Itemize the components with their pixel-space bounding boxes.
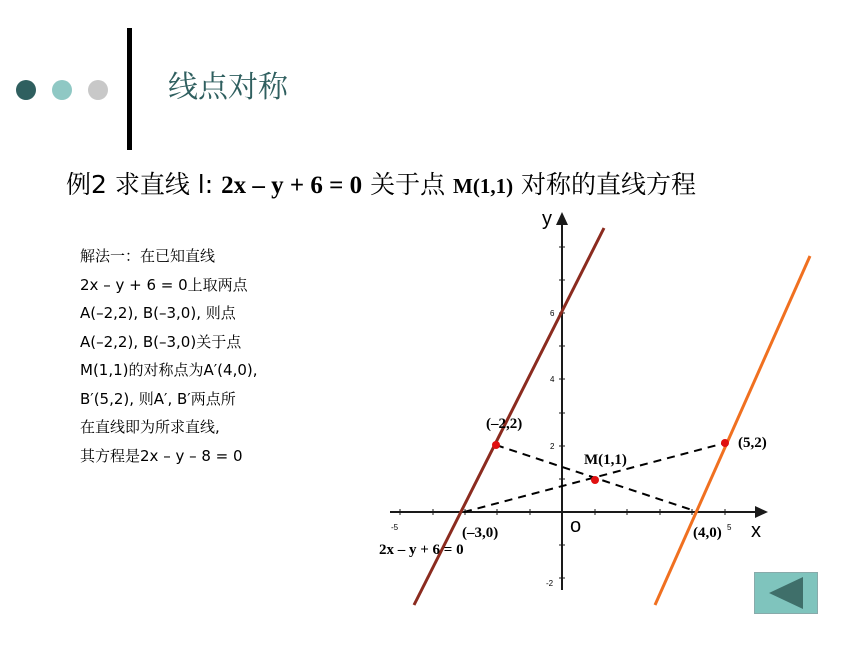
example-suffix: 对称的直线方程 <box>513 170 697 199</box>
example-mid: 关于点 <box>362 170 454 199</box>
x-axis-label: x <box>751 520 761 542</box>
x-tick-label: -5 <box>391 523 399 532</box>
result-line <box>655 256 810 605</box>
solution-line: A(–2,2), B(–3,0)关于点 <box>80 332 242 351</box>
solution-line: M(1,1)的对称点为A′(4,0), <box>80 361 258 379</box>
point-label-a-prime: (4,0) <box>693 525 722 541</box>
solution-line: 其方程是2x – y – 8 = 0 <box>80 446 243 465</box>
point-label-m: M(1,1) <box>584 452 627 468</box>
y-axis-label: y <box>542 208 552 230</box>
example-line-equation: 2x – y + 6 = 0 <box>221 172 363 199</box>
example-prefix: 例2 求直线 l: <box>66 170 222 199</box>
back-button[interactable] <box>754 572 818 614</box>
point-label-a: (–2,2) <box>486 416 523 432</box>
solution-line: 2x – y + 6 = 0上取两点 <box>80 275 248 294</box>
solution-line: A(–2,2), B(–3,0), 则点 <box>80 304 236 322</box>
point-a <box>492 441 500 449</box>
solution-line: 在直线即为所求直线, <box>80 418 220 436</box>
slide-title: 线点对称 <box>168 70 288 105</box>
example-point: M(1,1) <box>453 174 514 198</box>
origin-label: o <box>570 515 582 537</box>
given-line-label: 2x – y + 6 = 0 <box>379 542 464 558</box>
point-label-b-prime: (5,2) <box>738 435 767 451</box>
left-triangle-icon <box>755 573 817 613</box>
point-label-b: (–3,0) <box>462 525 499 541</box>
y-tick-label: 2 <box>550 442 555 451</box>
point-b-prime <box>721 439 729 447</box>
y-tick-label: -2 <box>546 579 554 588</box>
solution-line: 解法一：在已知直线 <box>80 247 216 265</box>
x-axis-arrow <box>755 506 768 518</box>
y-axis-arrow <box>556 212 568 225</box>
x-tick-label: 5 <box>727 523 732 532</box>
y-tick-label: 6 <box>550 309 555 318</box>
y-tick-label: 4 <box>550 375 555 384</box>
point-m <box>591 476 599 484</box>
solution-line: B′(5,2), 则A′, B′两点所 <box>80 389 236 408</box>
